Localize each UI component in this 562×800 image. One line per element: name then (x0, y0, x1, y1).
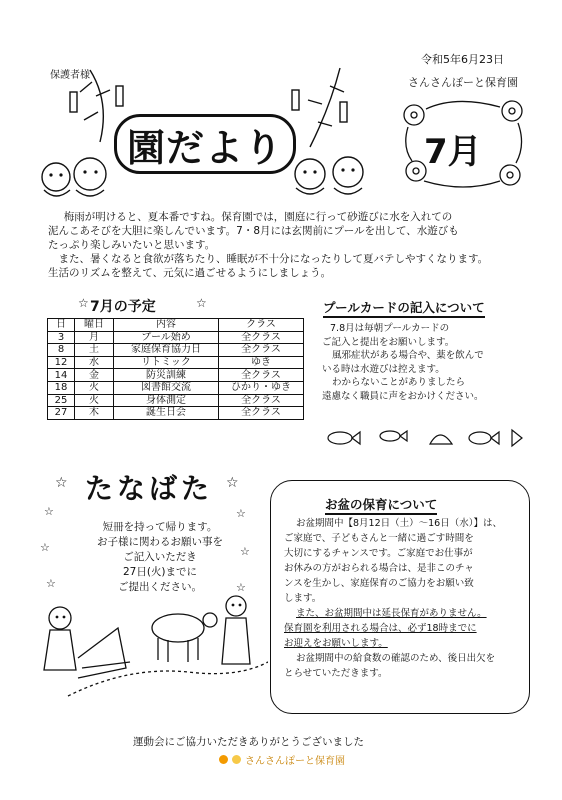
svg-text:☆: ☆ (40, 541, 50, 554)
table-cell: 土 (75, 344, 114, 357)
obon-underlined-line: お迎えをお願いします。 (284, 638, 388, 649)
obon-line: とらせていただきます。 (284, 668, 388, 679)
tanabata-line: 27日(火)までに (122, 566, 198, 578)
newsletter-title: 園だより (114, 114, 296, 174)
nursery-name: さんさんぽーと保育園 (408, 76, 518, 89)
table-cell: 12 (48, 356, 75, 369)
pool-card-text (322, 322, 532, 403)
tanabata-line: ご記入いただき (123, 551, 197, 563)
star-icon: ☆ (55, 475, 68, 491)
sun-icon (232, 755, 241, 764)
star-icon: ☆ (78, 296, 89, 310)
orihime-hikoboshi-illustration (38, 588, 268, 706)
table-cell: 家庭保育協力日 (114, 344, 219, 357)
intro-line: 泥んこあそびを大胆に楽しんでいます。7・8月には玄関前にプールを出して、水遊びも (48, 225, 459, 237)
table-cell: 8 (48, 344, 75, 357)
table-cell: 防災訓練 (114, 369, 219, 382)
month-label: 7月 (424, 132, 482, 172)
table-cell: 14 (48, 369, 75, 382)
table-row (48, 394, 304, 407)
table-row (48, 369, 304, 382)
svg-text:☆: ☆ (46, 577, 56, 590)
svg-text:☆: ☆ (44, 505, 54, 518)
table-cell: 全クラス (219, 369, 304, 382)
obon-line: お盆期間中の給食数の確認のため、後日出欠を (296, 653, 496, 664)
star-icon: ☆ (226, 475, 239, 491)
table-cell: 火 (75, 381, 114, 394)
tanabata-line: お子様に関わるお願い事を (97, 536, 223, 548)
table-cell: 全クラス (219, 331, 304, 344)
svg-text:☆: ☆ (240, 545, 250, 558)
tanabata-line: ご提出ください。 (118, 581, 202, 593)
column-header: 内容 (114, 319, 219, 332)
table-cell: ひかり・ゆき (219, 381, 304, 394)
sun-icon (219, 755, 228, 764)
intro-line: 生活のリズムを整えて、元気に過ごせるようにしましょう。 (48, 267, 332, 279)
table-row (48, 331, 304, 344)
intro-line: また、暑くなると食欲が落ちたり、睡眠が不十分になったりして夏バテしやすくなります。 (58, 253, 489, 265)
addressee: 保護者様 (50, 70, 90, 81)
obon-notice-text (284, 516, 524, 681)
table-cell: 25 (48, 394, 75, 407)
table-cell: 全クラス (219, 394, 304, 407)
table-cell: 火 (75, 394, 114, 407)
table-row (48, 407, 304, 420)
table-cell: 誕生日会 (114, 407, 219, 420)
footer-logo (219, 752, 345, 767)
table-cell: 全クラス (219, 344, 304, 357)
pool-card-title: プールカードの記入について (323, 298, 485, 318)
table-cell: 図書館交流 (114, 381, 219, 394)
pool-line: わからないことがありましたら (332, 377, 466, 388)
pool-line: いる時は水遊びは控えます。 (322, 363, 445, 375)
tanabata-text (85, 520, 235, 595)
schedule-table (47, 318, 304, 420)
pool-line: 遠慮なく職員に声をおかけください。 (322, 390, 484, 402)
pool-line: 7.8月は毎朝プールカードの (330, 323, 450, 334)
obon-line: お盆期間中【8月12日（土）～16日（水）】は、 (296, 518, 502, 529)
intro-text (48, 210, 518, 280)
table-header-row (48, 319, 304, 332)
obon-line: ンスを生かし、家庭保育のご協力をお願い致 (284, 578, 474, 589)
table-cell: プール始め (114, 331, 219, 344)
issue-date: 令和5年6月23日 (421, 53, 504, 66)
column-header: 曜日 (75, 319, 114, 332)
pool-line: 風邪症状がある場合や、薬を飲んで (332, 350, 484, 361)
table-cell: 全クラス (219, 407, 304, 420)
table-cell: 3 (48, 331, 75, 344)
table-row (48, 344, 304, 357)
table-cell: 月 (75, 331, 114, 344)
table-cell: ゆき (219, 356, 304, 369)
obon-line: 大切にするチャンスです。ご家庭でお仕事が (284, 548, 473, 559)
fish-decoration (320, 424, 530, 450)
table-row (48, 381, 304, 394)
table-row (48, 356, 304, 369)
star-icon: ☆ (196, 296, 207, 310)
obon-notice-title: お盆の保育について (325, 495, 437, 515)
table-cell: リトミック (114, 356, 219, 369)
obon-line: します。 (284, 593, 322, 604)
table-cell: 身体測定 (114, 394, 219, 407)
intro-line: 梅雨が明けると、夏本番ですね。保育園では，園庭に行って砂遊びに水を入れての (63, 211, 453, 223)
obon-underlined-line: 保育園を利用される場合は、必ず18時までに (284, 623, 477, 634)
tanabata-title: たなばた (85, 472, 214, 505)
svg-text:☆: ☆ (236, 507, 246, 520)
column-header: クラス (219, 319, 304, 332)
footer-logo-text: さんさんぽーと保育園 (245, 756, 345, 767)
column-header: 日 (48, 319, 75, 332)
obon-line: お休みの方がおられる場合は、是非このチャ (284, 563, 474, 574)
table-cell: 18 (48, 381, 75, 394)
intro-line: たっぷり楽しみいたいと思います。 (48, 239, 216, 251)
table-cell: 木 (75, 407, 114, 420)
table-cell: 水 (75, 356, 114, 369)
pool-line: ご記入と提出をお願いします。 (322, 336, 455, 348)
obon-underlined-line: また、お盆期間中は延長保育がありません。 (296, 608, 487, 619)
tanabata-line: 短冊を持って帰ります。 (102, 521, 218, 533)
obon-line: ご家庭で、子どもさんと一緒に過ごす時間を (284, 533, 474, 544)
table-cell: 27 (48, 407, 75, 420)
svg-text:☆: ☆ (236, 581, 246, 594)
table-cell: 金 (75, 369, 114, 382)
schedule-title: 7月の予定 (90, 299, 156, 315)
footer-thanks: 運動会にご協力いただきありがとうございました (133, 736, 364, 748)
